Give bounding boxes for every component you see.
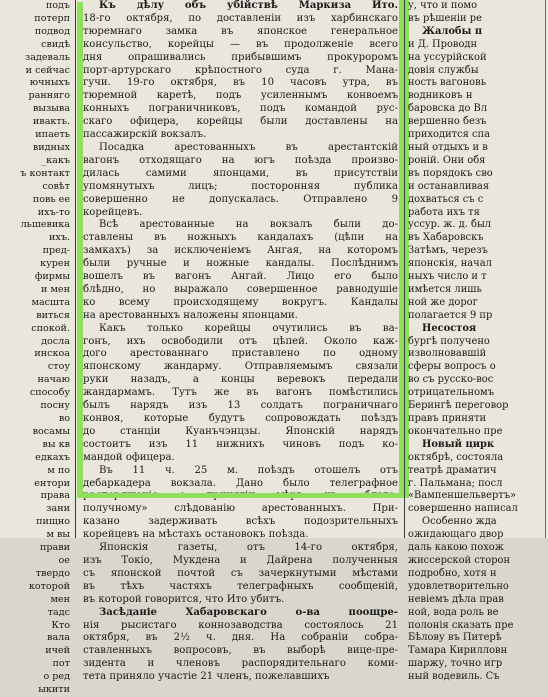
main-article-line: упомянутыхъ лицъ; посторонняя публика	[83, 180, 398, 192]
left-column-line: досла	[41, 335, 70, 347]
left-column-line: курен	[40, 258, 70, 270]
right-column-line: имѣется лишь	[408, 283, 482, 295]
left-column-line: спокой.	[31, 322, 70, 334]
left-column-line: во	[58, 413, 70, 424]
right-column-line: Новый цирк	[422, 438, 495, 450]
left-column-line: ъ контакт	[20, 167, 70, 179]
main-article-line: порт-артурскаго крѣпостного суда г. Мана-	[83, 64, 398, 76]
main-article-line: консульство, корейцы — въ продолженіе всего	[83, 38, 398, 50]
right-column-line: полагается 9 пр	[408, 309, 493, 321]
right-column-line: у, что и помо	[408, 0, 478, 11]
main-article-line: дого арестованнаго приставлено по одному	[83, 348, 398, 360]
right-column-line: водниковъ н	[408, 90, 473, 102]
main-article-line: съ японской почтой съ зачеркнутыми мѣстами	[83, 567, 398, 579]
right-column-line: сферы вопросъ о	[408, 361, 496, 373]
main-article-line: вагонъ отходящаго на югъ поѣзда произво-	[83, 154, 398, 166]
left-column-line: свидѣ	[41, 38, 70, 50]
left-column-line: ючныхъ	[29, 77, 70, 89]
main-article-line: жандармамъ. Тутъ же въ вагонъ помѣстились	[83, 387, 398, 399]
left-column-line: ихъ.	[49, 232, 70, 244]
column-rule-left	[75, 0, 76, 538]
main-article-line: зидента и членовъ распорядительнаго коми-	[83, 658, 398, 670]
highlight-bottom-edge	[77, 493, 409, 498]
left-column-line: едкахъ	[35, 451, 70, 463]
main-article-line: замкахъ) за исключеніемъ Ангая, на которомъ	[83, 245, 398, 257]
left-column-line: пищно	[36, 516, 70, 528]
main-article-line: въ которой говорится, что Ито убитъ.	[83, 593, 285, 605]
main-article-line: Японскія газеты, отъ 14-го октября,	[99, 542, 398, 554]
left-column-line: видных	[32, 141, 70, 153]
right-column-line: вершенно безъ	[408, 116, 487, 128]
right-column-line: Бѣлову въ Питерѣ	[408, 632, 502, 644]
main-article-line: Посадка арестованныхъ въ арестантскій	[99, 141, 398, 153]
left-column-line: масшта	[31, 296, 70, 308]
main-article-line: въ тѣхъ частяхъ телеграфныхъ сообщеній,	[83, 580, 398, 592]
right-column-line: дохваться съ с	[408, 193, 484, 205]
main-article-line: вошелъ въ вагонъ Ангай. Лицо его было	[83, 271, 398, 283]
right-column-line: изволновавшій	[408, 348, 487, 360]
right-column-line: работа ихъ тя	[408, 206, 480, 218]
left-column-line: способу	[29, 387, 70, 399]
right-column-line: японскія, начал	[408, 258, 492, 270]
right-column-line: въ рѣшеніи ре	[408, 12, 482, 24]
right-column-line: ный водевиль. Съ	[408, 671, 500, 683]
right-column-line: Особенно жда	[422, 516, 497, 528]
right-column-line: ной же дорог	[408, 296, 478, 308]
left-column-line: ипаеть	[35, 129, 70, 141]
main-article-line: пассажирскій вокзалъ.	[83, 129, 207, 141]
main-article-line: тюремнаго замка въ японское генеральное	[83, 25, 398, 37]
right-column-line: уссур. ж. д. был	[408, 219, 492, 231]
right-column-line: правъ приняти	[408, 413, 487, 424]
main-article-line: Въ 11 ч. 25 м. поѣздъ отошелъ отъ	[99, 464, 398, 476]
left-column-line: ыкити	[38, 684, 70, 696]
right-column-line: на уссурійской	[408, 51, 487, 63]
left-column-line: и сейчас	[25, 64, 70, 76]
right-column-line: полонія сказать пре	[408, 619, 514, 631]
right-column-line: Несостоя	[422, 322, 477, 334]
left-column-line: вала	[47, 632, 70, 644]
right-column-line: отрицательномъ	[408, 387, 494, 399]
right-column-line: приходится спа	[408, 129, 491, 141]
main-article-line: получному» слѣдованію арестованныхъ. При-	[83, 503, 398, 515]
left-column-line: _какъ	[41, 154, 70, 166]
main-article-line: изъ Токіо, Мукдена и Дайрена полученныя	[83, 554, 398, 566]
left-column-line: посну	[40, 400, 70, 412]
left-column-line: тадс	[47, 606, 70, 618]
right-column-line: даль какою похож	[408, 542, 504, 554]
left-column-line: задеваль	[25, 51, 70, 63]
main-article-line: дилась самими японцами, въ присутствіи	[83, 167, 398, 179]
right-column-line: жиссерской сторон	[408, 554, 511, 566]
right-column-line: и останавливая	[408, 180, 490, 192]
right-column-line: Затѣмъ, черезъ	[408, 245, 488, 257]
main-article-line: скаго офицера, корейцы были доставлены на	[83, 116, 398, 128]
main-article-line: октября, въ 2½ ч. дня. На собраніи собра-	[83, 632, 398, 644]
page-edge-right	[545, 0, 546, 538]
left-column-line: о ред	[43, 671, 70, 683]
column-rule-right	[404, 0, 405, 538]
main-article-column	[83, 0, 398, 683]
main-article-line: корейцевъ.	[83, 206, 143, 218]
right-column-line: въ порядокъ сво	[408, 167, 493, 179]
left-column-line: ичей	[45, 645, 70, 657]
right-column-line: Берингѣ переговор	[408, 400, 509, 412]
right-column-line: Жалобы п	[422, 25, 483, 37]
right-column-line: удовлетворительно	[408, 580, 509, 592]
main-article-line: былъ нарядъ изъ 13 солдатъ пограничнаго	[83, 400, 398, 412]
left-column-line: вызыва	[32, 103, 70, 115]
main-article-line: тета приняло участіе 21 членъ, пожелавшихъ	[83, 671, 330, 683]
main-article-line: блѣдно, но выражало совершенное равнодушіе	[83, 283, 398, 295]
main-article-line: гучи. 19-го октября, въ 10 часовъ утра, въ	[83, 77, 398, 89]
right-column-line: невіемъ дѣла прав	[408, 593, 504, 605]
main-article-line: до станціи Куанъчэнцзы. Японскій нарядъ	[83, 425, 398, 437]
main-article-line: конныхъ пограничниковъ, подъ командой рус-	[83, 103, 398, 115]
left-column-line: м по	[47, 464, 70, 476]
main-article-line: ставлены въ ножныхъ кандалахъ (цѣпи на	[83, 232, 398, 244]
main-article-line: мандой офицера.	[83, 451, 175, 463]
left-column-line: стоу	[47, 361, 70, 373]
right-column-line: г. Пальмана; посл	[408, 477, 503, 489]
right-column-line: октябрѣ, состояла	[408, 451, 504, 463]
right-column-line: во съ русско-вос	[408, 374, 494, 386]
left-column-line: пред-	[42, 245, 70, 257]
right-column-line: въ Хабаровскъ	[408, 232, 484, 244]
left-column-line: и мен	[41, 283, 70, 295]
main-article-line: ко всему происходящему вокругъ. Кандалы	[83, 296, 398, 308]
right-column-line: бургѣ получено	[408, 335, 490, 347]
right-column-line: совершенно написал	[408, 503, 518, 515]
right-column-line: ность вагоновь	[408, 77, 487, 89]
main-article-line: японскому жандарму. Отправляемымъ связали	[83, 361, 398, 373]
right-column-line: баровска до Вл	[408, 103, 488, 115]
left-column-line: вы кв	[42, 438, 70, 450]
right-column-line: довія службы	[408, 64, 479, 76]
left-column-line: ивакть.	[32, 116, 70, 128]
main-article-line: Всѣ арестованные на вокзалъ были до-	[99, 219, 398, 231]
right-column-line: «Вампеншельвертъ»	[408, 490, 517, 502]
left-column-line: повь ее	[32, 193, 70, 205]
left-column-line: подъ	[45, 0, 70, 11]
left-column-line: ранняго	[28, 90, 70, 102]
main-article-line: гонъ, ихъ освободили отъ цѣпей. Около каж-	[83, 335, 398, 347]
main-article-line: совершенно не допускалась. Отправлено 9	[83, 193, 398, 205]
main-article-line: состоитъ изъ 11 нижнихъ чиновъ подъ ко-	[83, 438, 398, 450]
right-column-line: ный отдыхъ и в	[408, 141, 488, 153]
main-article-line: ставленныхъ вопросовъ, въ выборѣ вице-пре-	[83, 645, 398, 657]
right-column-line: ожидающаго двор	[408, 529, 504, 541]
left-column-line: которой	[28, 580, 70, 592]
left-column-line: виться	[36, 309, 70, 321]
left-column-line: восамы	[32, 425, 70, 437]
right-column-line: ной, вода роль ве	[408, 606, 499, 618]
left-column-line: зани	[46, 503, 70, 515]
right-column-line: роній. Они обя	[408, 154, 486, 166]
left-column-line: начаю	[37, 374, 70, 386]
main-article-line: Какъ только корейцы очутились въ ва-	[99, 322, 398, 334]
left-column-line: ихъ-то	[37, 206, 70, 218]
left-column-line: подвод	[34, 25, 70, 37]
right-column-line: подробно, хотя н	[408, 567, 497, 579]
left-column-line: совѣт	[42, 180, 70, 192]
left-column-line: твердо	[35, 567, 70, 579]
main-article-line: были ручные и ножные кандалы. Послѣднимъ	[83, 258, 398, 270]
left-column-line: Кто	[51, 619, 70, 631]
left-column-line: ентори	[34, 477, 70, 489]
main-article-line: дебаркадера вокзала. Дано было телеграфное	[83, 477, 398, 489]
right-column-line: и Д. Проводн	[408, 38, 478, 50]
main-article-line: казано задерживать всѣхъ подозрительныхъ	[83, 516, 398, 528]
right-column-line: театрѣ драматич	[408, 464, 497, 476]
right-column-line: шаржу, точно игр	[408, 658, 503, 670]
main-article-line: конвоя, которые будутъ сопровождать поѣздъ	[83, 413, 398, 424]
left-column-line: инскоа	[34, 348, 70, 360]
left-column-line: льшевика	[20, 219, 70, 231]
main-article-line: корейцевъ на мѣстахъ остановокъ поѣзда.	[83, 529, 309, 541]
left-column-line: прави	[39, 542, 70, 554]
left-column-line: пот	[52, 658, 70, 670]
main-article-line: дня опрашивались прибывшимъ прокуроромъ	[83, 51, 398, 63]
right-column-fragment	[408, 0, 546, 683]
main-article-line: тюремной каретѣ, подъ усиленнымъ конвоемъ	[83, 90, 398, 102]
right-column-line: ныхъ число и т	[408, 271, 487, 283]
left-column-line: м вы	[46, 529, 70, 541]
left-column-line: ое	[58, 554, 70, 566]
main-article-line: нія рысистаго коннозаводства состоялось 21	[83, 619, 398, 631]
main-article-line: 18-го октября, по доставленіи изъ харбинскаго	[83, 12, 398, 24]
right-column-line: окончательно пре	[408, 425, 503, 437]
left-column-line: фирмы	[34, 271, 70, 283]
main-article-line: Къ дѣлу объ убійствѣ Маркиза Ито.	[99, 0, 398, 11]
left-column-line: потерп	[34, 12, 70, 24]
left-column-line: мен	[50, 593, 70, 605]
main-article-line: руки назадъ, а концы веревокъ передали	[83, 374, 398, 386]
main-article-line: Засѣданіе Хабаровскаго о-ва поощре-	[99, 606, 398, 618]
main-article-line: на арестованныхъ наложены японцами.	[83, 309, 298, 321]
left-column-fragment	[2, 0, 70, 696]
right-column-line: Тамара Кирилловн	[408, 645, 508, 657]
left-column-line: правa	[40, 490, 70, 502]
